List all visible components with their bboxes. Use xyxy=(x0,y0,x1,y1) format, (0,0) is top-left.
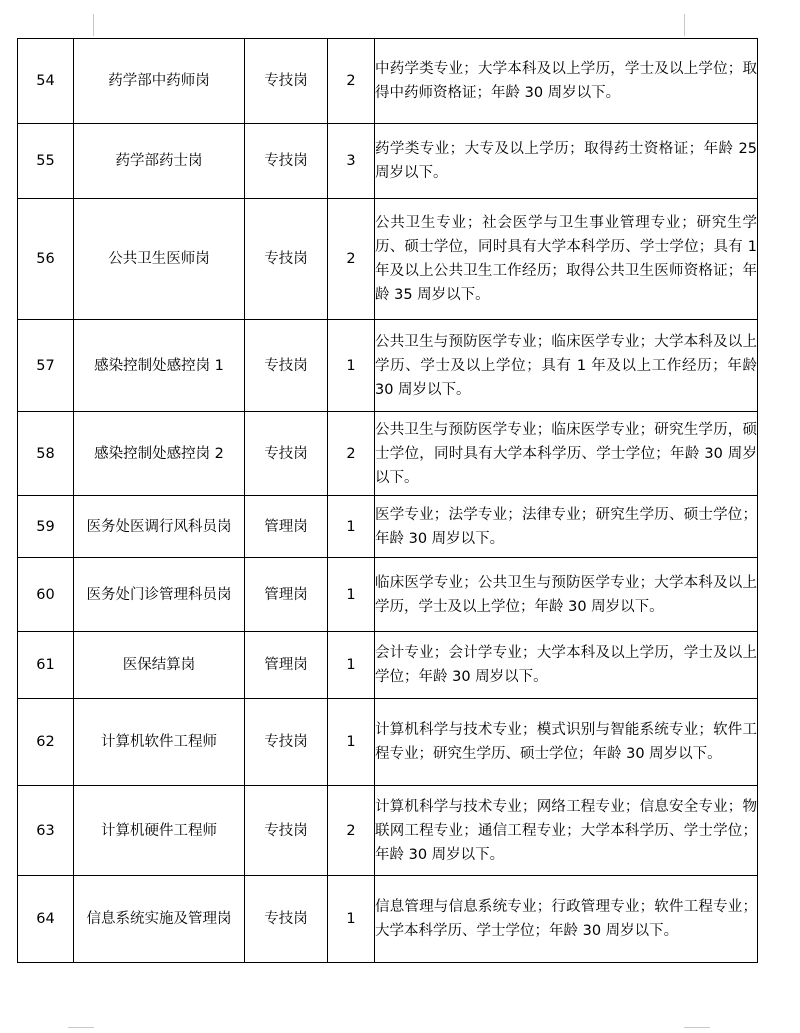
job-positions-table xyxy=(17,38,758,963)
position-name: 医保结算岗 xyxy=(74,632,245,699)
table-row xyxy=(18,558,758,632)
crop-mark-top-left xyxy=(93,14,94,36)
row-number: 61 xyxy=(18,632,74,699)
row-number: 64 xyxy=(18,876,74,963)
requirements: 药学类专业；大专及以上学历；取得药士资格证；年龄 25 周岁以下。 xyxy=(375,124,758,199)
position-type: 专技岗 xyxy=(245,199,328,320)
position-type: 专技岗 xyxy=(245,699,328,786)
position-name: 感染控制处感控岗 2 xyxy=(74,412,245,496)
position-type: 专技岗 xyxy=(245,786,328,876)
table-row xyxy=(18,699,758,786)
table-row xyxy=(18,199,758,320)
table-row xyxy=(18,39,758,124)
position-name: 感染控制处感控岗 1 xyxy=(74,320,245,412)
requirements: 中药学类专业；大学本科及以上学历，学士及以上学位；取得中药师资格证；年龄 30 周岁以下。 xyxy=(375,39,758,124)
requirements: 公共卫生与预防医学专业；临床医学专业；大学本科及以上学历、学士及以上学位；具有 1 年及以上工作经历；年龄 30 周岁以下。 xyxy=(375,320,758,412)
requirements: 医学专业；法学专业；法律专业；研究生学历、硕士学位；年龄 30 周岁以下。 xyxy=(375,496,758,558)
table-row xyxy=(18,124,758,199)
position-type: 专技岗 xyxy=(245,39,328,124)
position-type: 专技岗 xyxy=(245,124,328,199)
hiring-count: 1 xyxy=(328,632,375,699)
row-number: 55 xyxy=(18,124,74,199)
hiring-count: 1 xyxy=(328,699,375,786)
crop-mark-bottom-left xyxy=(68,1027,94,1028)
position-name: 药学部中药师岗 xyxy=(74,39,245,124)
hiring-count: 2 xyxy=(328,412,375,496)
position-type: 管理岗 xyxy=(245,632,328,699)
row-number: 56 xyxy=(18,199,74,320)
requirements: 信息管理与信息系统专业；行政管理专业；软件工程专业；大学本科学历、学士学位；年龄 30 周岁以下。 xyxy=(375,876,758,963)
hiring-count: 2 xyxy=(328,786,375,876)
row-number: 59 xyxy=(18,496,74,558)
requirements: 计算机科学与技术专业；网络工程专业；信息安全专业；物联网工程专业；通信工程专业；大学本科学历、学士学位；年龄 30 周岁以下。 xyxy=(375,786,758,876)
table-row xyxy=(18,496,758,558)
row-number: 62 xyxy=(18,699,74,786)
hiring-count: 2 xyxy=(328,199,375,320)
requirements: 计算机科学与技术专业；模式识别与智能系统专业；软件工程专业；研究生学历、硕士学位；年龄 30 周岁以下。 xyxy=(375,699,758,786)
position-type: 专技岗 xyxy=(245,876,328,963)
position-name: 公共卫生医师岗 xyxy=(74,199,245,320)
position-type: 管理岗 xyxy=(245,558,328,632)
hiring-count: 1 xyxy=(328,558,375,632)
table-row xyxy=(18,412,758,496)
hiring-count: 1 xyxy=(328,876,375,963)
requirements: 会计专业；会计学专业；大学本科及以上学历，学士及以上学位；年龄 30 周岁以下。 xyxy=(375,632,758,699)
requirements: 临床医学专业；公共卫生与预防医学专业；大学本科及以上学历，学士及以上学位；年龄 30 周岁以下。 xyxy=(375,558,758,632)
table-row xyxy=(18,876,758,963)
position-type: 管理岗 xyxy=(245,496,328,558)
row-number: 63 xyxy=(18,786,74,876)
row-number: 57 xyxy=(18,320,74,412)
position-name: 医务处门诊管理科员岗 xyxy=(74,558,245,632)
crop-mark-top-right xyxy=(684,14,685,36)
requirements: 公共卫生与预防医学专业；临床医学专业；研究生学历，硕士学位，同时具有大学本科学历、学士学位；年龄 30 周岁以下。 xyxy=(375,412,758,496)
hiring-count: 2 xyxy=(328,39,375,124)
table-row xyxy=(18,632,758,699)
row-number: 54 xyxy=(18,39,74,124)
row-number: 58 xyxy=(18,412,74,496)
position-type: 专技岗 xyxy=(245,320,328,412)
crop-mark-bottom-right xyxy=(684,1027,710,1028)
requirements: 公共卫生专业；社会医学与卫生事业管理专业；研究生学历、硕士学位，同时具有大学本科学历、学士学位；具有 1 年及以上公共卫生工作经历；取得公共卫生医师资格证；年龄 35 周岁以下。 xyxy=(375,199,758,320)
position-name: 医务处医调行风科员岗 xyxy=(74,496,245,558)
table-row xyxy=(18,786,758,876)
hiring-count: 1 xyxy=(328,496,375,558)
hiring-count: 3 xyxy=(328,124,375,199)
row-number: 60 xyxy=(18,558,74,632)
position-name: 药学部药士岗 xyxy=(74,124,245,199)
position-name: 计算机软件工程师 xyxy=(74,699,245,786)
position-type: 专技岗 xyxy=(245,412,328,496)
position-name: 计算机硬件工程师 xyxy=(74,786,245,876)
table-row xyxy=(18,320,758,412)
position-name: 信息系统实施及管理岗 xyxy=(74,876,245,963)
hiring-count: 1 xyxy=(328,320,375,412)
